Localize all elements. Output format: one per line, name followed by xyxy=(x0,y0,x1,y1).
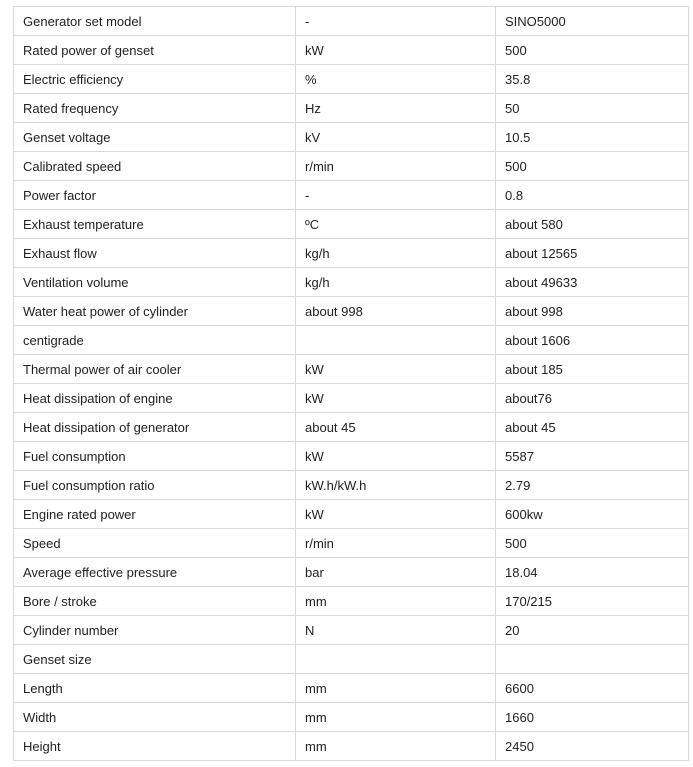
table-row xyxy=(14,645,689,674)
table-row xyxy=(14,413,689,442)
table-row xyxy=(14,703,689,732)
value-cell: about 1606 xyxy=(496,326,689,355)
value-cell: 50 xyxy=(496,94,689,123)
value-cell: 0.8 xyxy=(496,181,689,210)
parameter-cell: Rated power of genset xyxy=(14,36,296,65)
unit-cell: - xyxy=(296,181,496,210)
parameter-cell: Calibrated speed xyxy=(14,152,296,181)
unit-cell: r/min xyxy=(296,529,496,558)
unit-cell: about 998 xyxy=(296,297,496,326)
parameter-cell: Thermal power of air cooler xyxy=(14,355,296,384)
value-cell: about76 xyxy=(496,384,689,413)
parameter-cell: Width xyxy=(14,703,296,732)
parameter-cell: Heat dissipation of generator xyxy=(14,413,296,442)
parameter-cell: Exhaust temperature xyxy=(14,210,296,239)
value-cell: 500 xyxy=(496,36,689,65)
table-row xyxy=(14,297,689,326)
value-cell: 2450 xyxy=(496,732,689,761)
parameter-cell: Generator set model xyxy=(14,7,296,36)
unit-cell: % xyxy=(296,65,496,94)
value-cell: SINO5000 xyxy=(496,7,689,36)
value-cell: 35.8 xyxy=(496,65,689,94)
value-cell: 170/215 xyxy=(496,587,689,616)
table-row xyxy=(14,152,689,181)
parameter-cell: Cylinder number xyxy=(14,616,296,645)
table-row xyxy=(14,210,689,239)
value-cell: 600kw xyxy=(496,500,689,529)
parameter-cell: Speed xyxy=(14,529,296,558)
value-cell: 500 xyxy=(496,152,689,181)
table-row xyxy=(14,471,689,500)
table-row xyxy=(14,36,689,65)
value-cell: about 45 xyxy=(496,413,689,442)
parameter-cell: Average effective pressure xyxy=(14,558,296,587)
value-cell: about 998 xyxy=(496,297,689,326)
table-row xyxy=(14,616,689,645)
table-row xyxy=(14,558,689,587)
value-cell: 5587 xyxy=(496,442,689,471)
value-cell: 500 xyxy=(496,529,689,558)
table-row xyxy=(14,181,689,210)
unit-cell: kW xyxy=(296,384,496,413)
unit-cell: kW xyxy=(296,36,496,65)
value-cell: about 49633 xyxy=(496,268,689,297)
unit-cell: kg/h xyxy=(296,268,496,297)
table-row xyxy=(14,239,689,268)
unit-cell xyxy=(296,645,496,674)
table-row xyxy=(14,587,689,616)
unit-cell: mm xyxy=(296,587,496,616)
parameter-cell: Length xyxy=(14,674,296,703)
unit-cell: bar xyxy=(296,558,496,587)
value-cell: 1660 xyxy=(496,703,689,732)
table-row xyxy=(14,442,689,471)
parameter-cell: Engine rated power xyxy=(14,500,296,529)
table-row xyxy=(14,7,689,36)
table-row xyxy=(14,384,689,413)
parameter-cell: Ventilation volume xyxy=(14,268,296,297)
unit-cell: kW xyxy=(296,500,496,529)
table-row xyxy=(14,123,689,152)
unit-cell: mm xyxy=(296,703,496,732)
parameter-cell: Power factor xyxy=(14,181,296,210)
unit-cell: about 45 xyxy=(296,413,496,442)
table-row xyxy=(14,268,689,297)
table-row xyxy=(14,529,689,558)
unit-cell: kV xyxy=(296,123,496,152)
unit-cell: mm xyxy=(296,732,496,761)
unit-cell: Hz xyxy=(296,94,496,123)
unit-cell: N xyxy=(296,616,496,645)
table-row xyxy=(14,355,689,384)
unit-cell xyxy=(296,326,496,355)
value-cell: about 12565 xyxy=(496,239,689,268)
unit-cell: kW xyxy=(296,355,496,384)
table-row xyxy=(14,732,689,761)
table-row xyxy=(14,500,689,529)
value-cell: 6600 xyxy=(496,674,689,703)
value-cell: about 580 xyxy=(496,210,689,239)
value-cell: 2.79 xyxy=(496,471,689,500)
unit-cell: kW.h/kW.h xyxy=(296,471,496,500)
parameter-cell: Height xyxy=(14,732,296,761)
table-row xyxy=(14,674,689,703)
table-row xyxy=(14,94,689,123)
parameter-cell: Genset size xyxy=(14,645,296,674)
parameter-cell: Genset voltage xyxy=(14,123,296,152)
table-row xyxy=(14,65,689,94)
unit-cell: ºC xyxy=(296,210,496,239)
unit-cell: r/min xyxy=(296,152,496,181)
unit-cell: mm xyxy=(296,674,496,703)
parameter-cell: Fuel consumption xyxy=(14,442,296,471)
value-cell: 20 xyxy=(496,616,689,645)
unit-cell: kW xyxy=(296,442,496,471)
value-cell: 18.04 xyxy=(496,558,689,587)
value-cell xyxy=(496,645,689,674)
table-row xyxy=(14,326,689,355)
unit-cell: kg/h xyxy=(296,239,496,268)
parameter-cell: centigrade xyxy=(14,326,296,355)
value-cell: about 185 xyxy=(496,355,689,384)
value-cell: 10.5 xyxy=(496,123,689,152)
parameter-cell: Rated frequency xyxy=(14,94,296,123)
parameter-cell: Bore / stroke xyxy=(14,587,296,616)
parameter-cell: Electric efficiency xyxy=(14,65,296,94)
parameter-cell: Heat dissipation of engine xyxy=(14,384,296,413)
parameter-cell: Water heat power of cylinder xyxy=(14,297,296,326)
spec-table xyxy=(13,6,689,761)
unit-cell: - xyxy=(296,7,496,36)
spec-table-body xyxy=(14,7,689,761)
parameter-cell: Exhaust flow xyxy=(14,239,296,268)
parameter-cell: Fuel consumption ratio xyxy=(14,471,296,500)
